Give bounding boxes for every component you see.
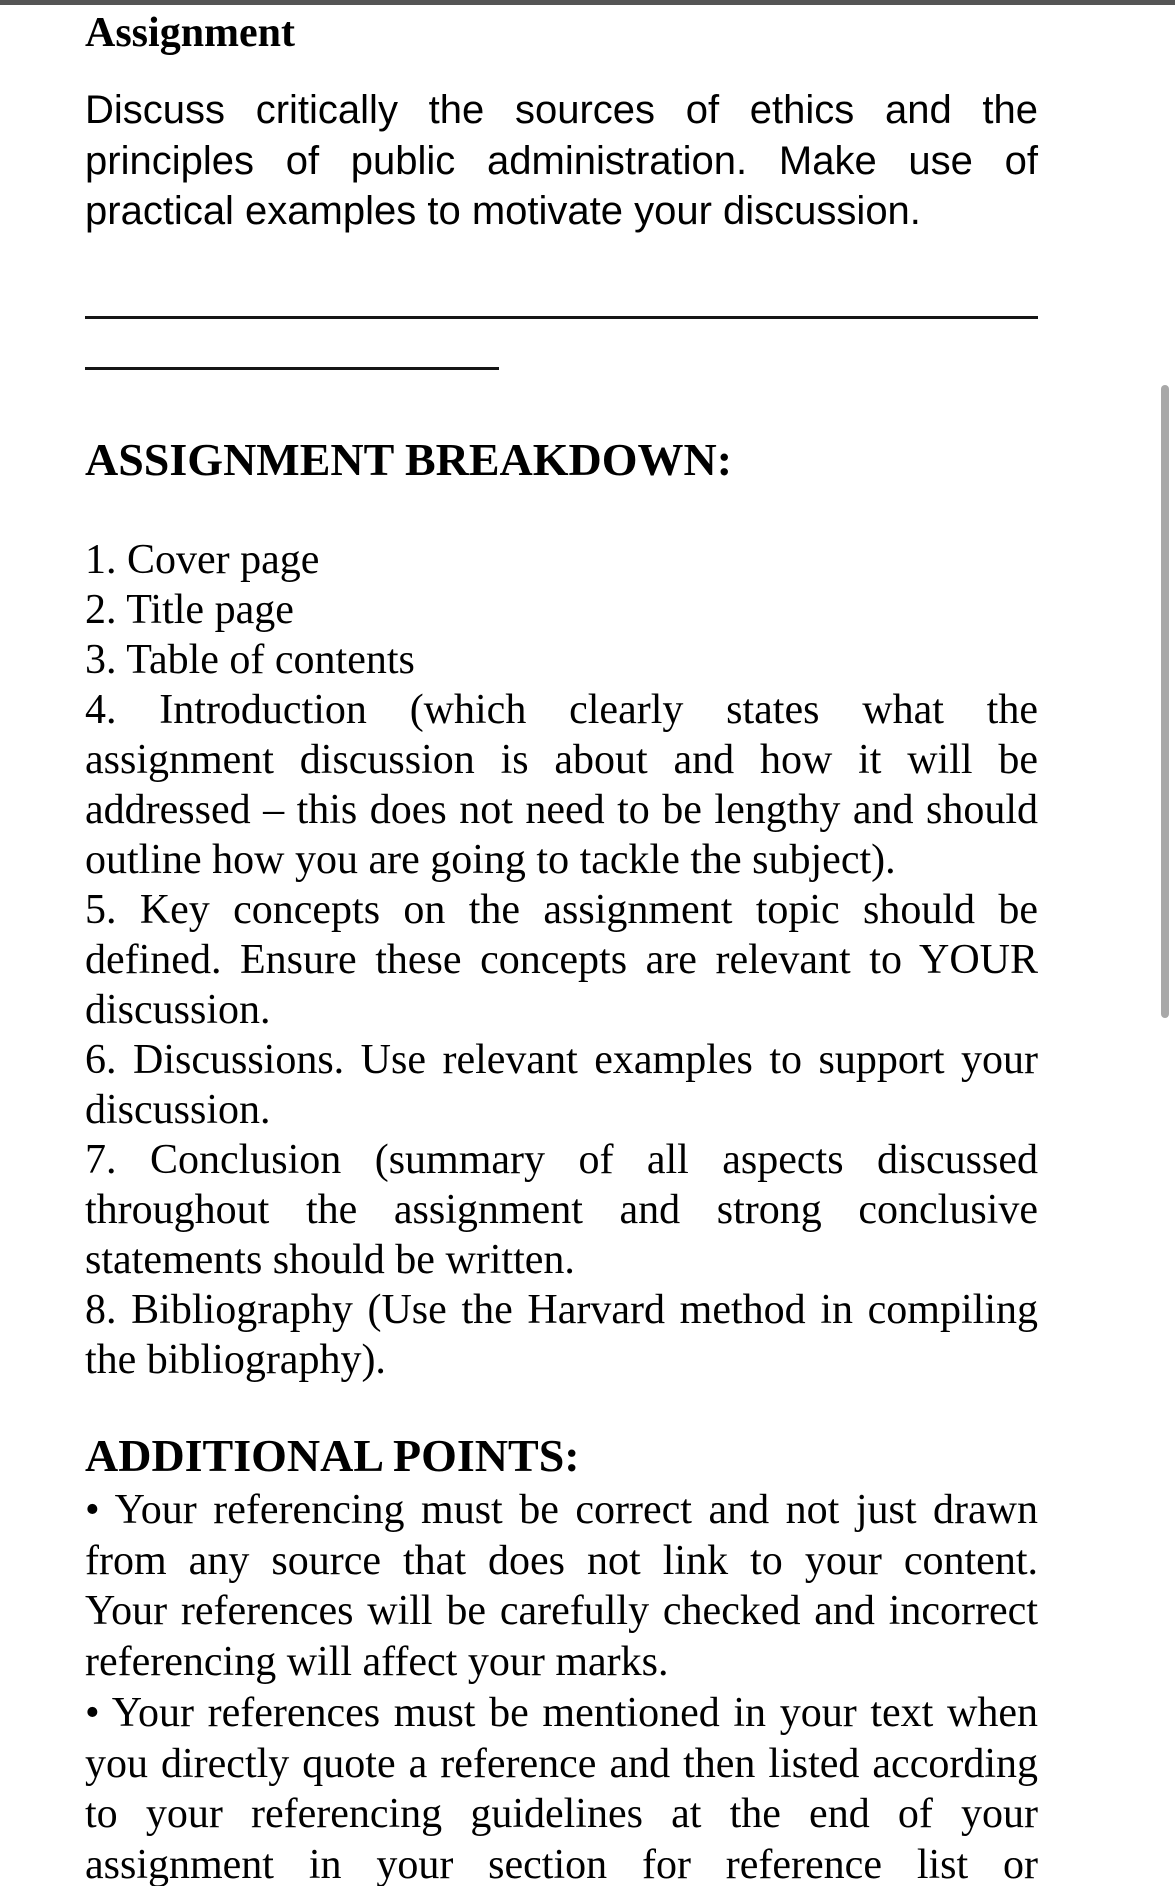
breakdown-heading: ASSIGNMENT BREAKDOWN: (85, 434, 733, 485)
additional-points-list (85, 1485, 1038, 1886)
breakdown-list-item-6 (85, 1035, 1038, 1135)
item-line: to your referencing guidelines at the end of your (85, 1791, 1038, 1838)
intro-paragraph-line: practical examples to motivate your discussion. (85, 189, 921, 233)
additional-points-heading: ADDITIONAL POINTS: (85, 1430, 580, 1481)
item-line: assignment discussion is about and how it will be (85, 737, 1038, 783)
breakdown-list-item-3 (85, 635, 1038, 685)
item-line: discussion. (85, 987, 271, 1033)
item-line: referencing will affect your marks. (85, 1639, 669, 1686)
item-line: 2. Title page (85, 587, 294, 633)
breakdown-list-item-2 (85, 585, 1038, 635)
item-line: throughout the assignment and strong conclusive (85, 1187, 1038, 1233)
item-line: the bibliography). (85, 1337, 386, 1383)
top-bar (0, 0, 1175, 5)
item-line: from any source that does not link to your content. (85, 1537, 1038, 1584)
breakdown-list-item-8 (85, 1285, 1038, 1385)
item-line: 5. Key concepts on the assignment topic should be (85, 887, 1038, 933)
item-line: 1. Cover page (85, 537, 320, 583)
item-line: addressed – this does not need to be lengthy and should (85, 787, 1038, 833)
breakdown-list-item-7 (85, 1135, 1038, 1285)
scrollbar-thumb[interactable] (1161, 385, 1169, 1018)
item-line: • Your references must be mentioned in your text when (85, 1689, 1038, 1736)
item-line: • Your referencing must be correct and not just drawn (85, 1487, 1038, 1533)
item-line: defined. Ensure these concepts are relevant to YOUR (85, 937, 1038, 983)
document-title: Assignment (85, 10, 296, 56)
intro-paragraph-line: Discuss critically the sources of ethics and the (85, 88, 1038, 132)
breakdown-list (85, 535, 1038, 1385)
breakdown-list-item-4 (85, 685, 1038, 885)
divider-line-1 (85, 316, 1038, 319)
item-line: 4. Introduction (which clearly states what the (85, 687, 1038, 733)
item-line: outline how you are going to tackle the subject). (85, 837, 896, 883)
intro-paragraph (85, 85, 1038, 237)
item-line: you directly quote a reference and then listed according (85, 1740, 1038, 1787)
item-line: 7. Conclusion (summary of all aspects discussed (85, 1137, 1038, 1183)
item-line: statements should be written. (85, 1237, 575, 1283)
item-line: assignment in your section for reference list or (85, 1841, 1038, 1886)
breakdown-list-item-5 (85, 885, 1038, 1035)
item-line: 8. Bibliography (Use the Harvard method in compiling (85, 1287, 1038, 1333)
item-line: 3. Table of contents (85, 637, 415, 683)
divider-line-2 (85, 367, 499, 370)
additional-points-list-item-2 (85, 1688, 1038, 1886)
item-line: 6. Discussions. Use relevant examples to support your (85, 1037, 1038, 1083)
intro-paragraph-line: principles of public administration. Make use of (85, 138, 1038, 183)
item-line: discussion. (85, 1087, 271, 1133)
breakdown-list-item-1 (85, 535, 1038, 585)
item-line: Your references will be carefully checked and incorrect (85, 1588, 1038, 1635)
additional-points-list-item-1 (85, 1485, 1038, 1688)
